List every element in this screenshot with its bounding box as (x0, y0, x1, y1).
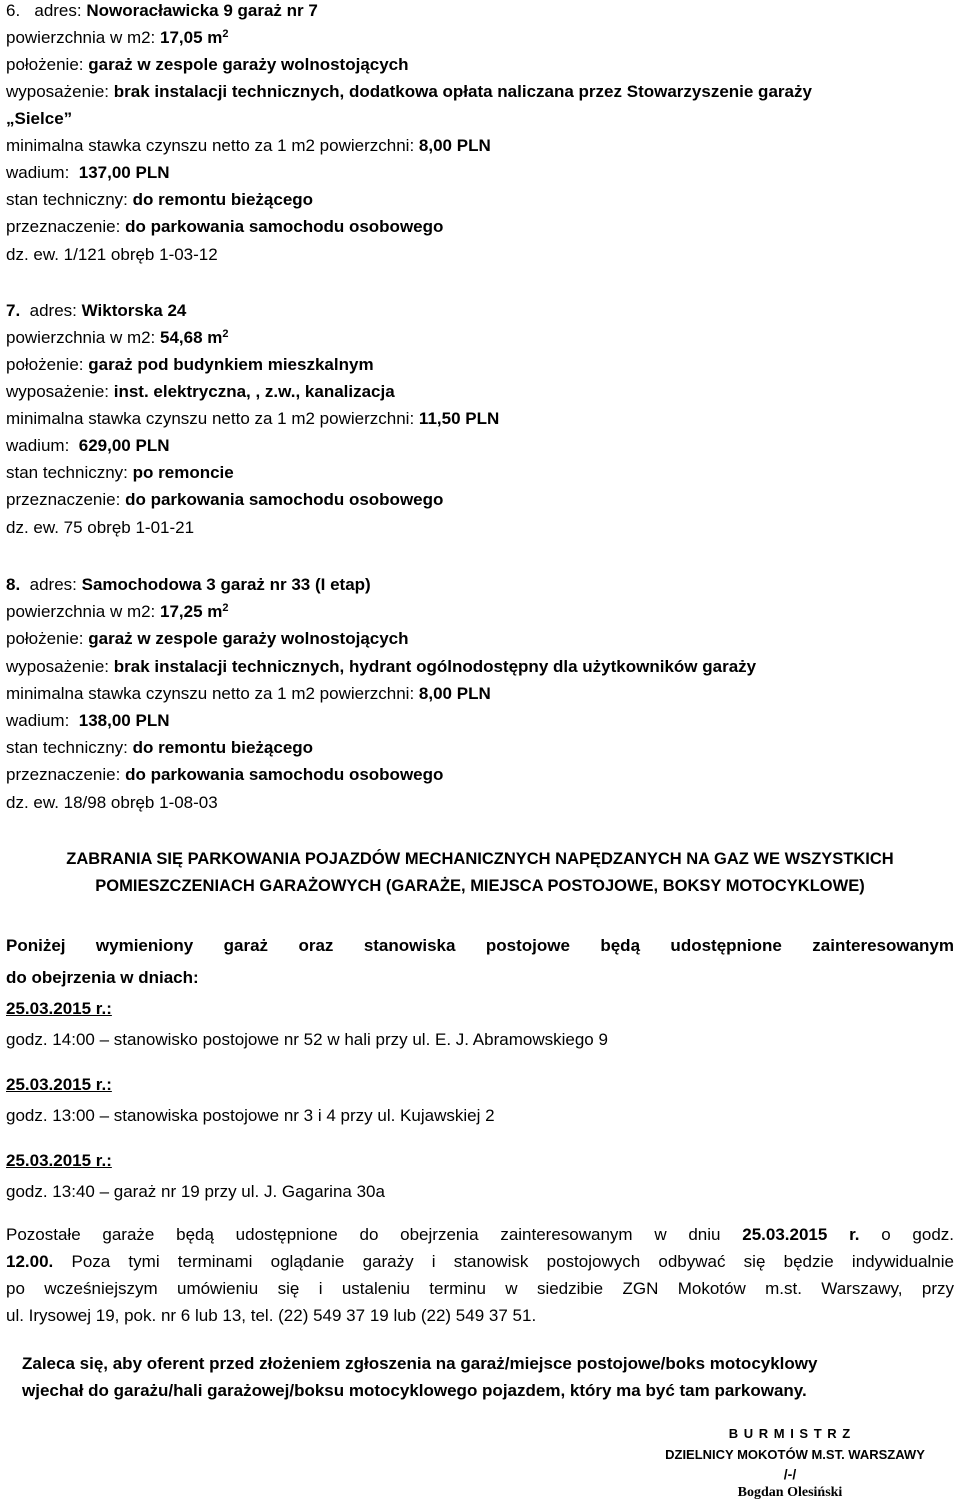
item-7-equipment: wyposażenie: inst. elektryczna, , z.w., kanalizacja (6, 382, 395, 401)
item-6-address: 6. adres: Noworacławicka 9 garaż nr 7 (6, 1, 318, 20)
signature-office: DZIELNICY MOKOTÓW M.ST. WARSZAWY (665, 1447, 925, 1462)
recommendation-line-1: Zaleca się, aby oferent przed złożeniem zgłoszenia na garaż/miejsce postojowe/boks motocyklowy (22, 1354, 818, 1373)
item-6-equipment: wyposażenie: brak instalacji technicznych, dodatkowa opłata naliczana przez Stowarzyszenie garaży (6, 82, 812, 101)
item-7-deposit: wadium: 629,00 PLN (6, 436, 170, 455)
remaining-line-2: 12.00. Poza tymi terminami oglądanie garaży i stanowisk postojowych odbywać się będzie indywidualnie (6, 1252, 954, 1271)
item-8-deposit: wadium: 138,00 PLN (6, 711, 170, 730)
item-7-purpose: przeznaczenie: do parkowania samochodu osobowego (6, 490, 444, 509)
item-7-condition: stan techniczny: po remoncie (6, 463, 234, 482)
remaining-line-3: po wcześniejszym umówieniu się i ustaleniu terminu w siedzibie ZGN Mokotów m.st. Warszawy, przy (6, 1279, 954, 1298)
signature-title: B U R M I S T R Z (728, 1426, 852, 1441)
signature-mark: /-/ (783, 1466, 797, 1482)
viewing-intro-line-1: Poniżej wymieniony garaż oraz stanowiska postojowe będą udostępnione zainteresowanym (6, 936, 954, 955)
item-8-parcel: dz. ew. 18/98 obręb 1-08-03 (6, 793, 218, 812)
item-6-purpose: przeznaczenie: do parkowania samochodu osobowego (6, 217, 444, 236)
item-6-deposit: wadium: 137,00 PLN (6, 163, 170, 182)
item-8-condition: stan techniczny: do remontu bieżącego (6, 738, 314, 757)
viewing-slot-1: godz. 14:00 – stanowisko postojowe nr 52 w hali przy ul. E. J. Abramowskiego 9 (6, 1030, 608, 1049)
item-6-condition: stan techniczny: do remontu bieżącego (6, 190, 314, 209)
viewing-date-3: 25.03.2015 r.: (6, 1151, 112, 1170)
item-6-parcel: dz. ew. 1/121 obręb 1-03-12 (6, 245, 218, 264)
remaining-line-1: Pozostałe garaże będą udostępnione do obejrzenia zainteresowanym w dniu 25.03.2015 r. o godz. (6, 1225, 955, 1244)
viewing-date-2: 25.03.2015 r.: (6, 1075, 112, 1094)
item-8-address: 8. adres: Samochodowa 3 garaż nr 33 (I etap) (6, 575, 371, 594)
recommendation-line-2: wjechał do garażu/hali garażowej/boksu motocyklowego pojazdem, który ma być tam parkowany. (22, 1381, 807, 1400)
gas-warning-line-1: ZABRANIA SIĘ PARKOWANIA POJAZDÓW MECHANICZNYCH NAPĘDZANYCH NA GAZ WE WSZYSTKICH (66, 850, 894, 868)
viewing-intro-line-2: do obejrzenia w dniach: (6, 968, 199, 987)
item-6-equipment-cont: „Sielce” (6, 109, 73, 128)
item-8-equipment: wyposażenie: brak instalacji technicznych, hydrant ogólnodostępny dla użytkowników garaży (6, 657, 757, 676)
item-7-area: powierzchnia w m2: 54,68 $m^2$ (6, 328, 229, 347)
item-8-purpose: przeznaczenie: do parkowania samochodu osobowego (6, 765, 444, 784)
item-7-address: 7. adres: Wiktorska 24 (6, 301, 187, 320)
item-7-rate: minimalna stawka czynszu netto za 1 m2 powierzchni: 11,50 PLN (6, 409, 500, 428)
viewing-slot-2: godz. 13:00 – stanowiska postojowe nr 3 i 4 przy ul. Kujawskiej 2 (6, 1106, 495, 1125)
remaining-line-4: ul. Irysowej 19, pok. nr 6 lub 13, tel. (22) 549 37 19 lub (22) 549 37 51. (6, 1306, 537, 1325)
item-7-location: położenie: garaż pod budynkiem mieszkalnym (6, 355, 374, 374)
viewing-date-1: 25.03.2015 r.: (6, 999, 112, 1018)
item-8-rate: minimalna stawka czynszu netto za 1 m2 powierzchni: 8,00 PLN (6, 684, 491, 703)
viewing-slot-3: godz. 13:40 – garaż nr 19 przy ul. J. Gagarina 30a (6, 1182, 385, 1201)
signature-name: Bogdan Olesiński (737, 1485, 843, 1500)
gas-warning-line-2: POMIESZCZENIACH GARAŻOWYCH (GARAŻE, MIEJSCA POSTOJOWE, BOKSY MOTOCYKLOWE) (95, 877, 865, 895)
item-8-area: powierzchnia w m2: 17,25 $m^2$ (6, 602, 229, 621)
item-6-location: położenie: garaż w zespole garaży wolnostojących (6, 55, 409, 74)
item-7-parcel: dz. ew. 75 obręb 1-01-21 (6, 518, 195, 537)
item-8-location: położenie: garaż w zespole garaży wolnostojących (6, 629, 409, 648)
item-6-rate: minimalna stawka czynszu netto za 1 m2 powierzchni: 8,00 PLN (6, 136, 491, 155)
item-6-area: powierzchnia w m2: 17,05 $m^2$ (6, 28, 229, 47)
